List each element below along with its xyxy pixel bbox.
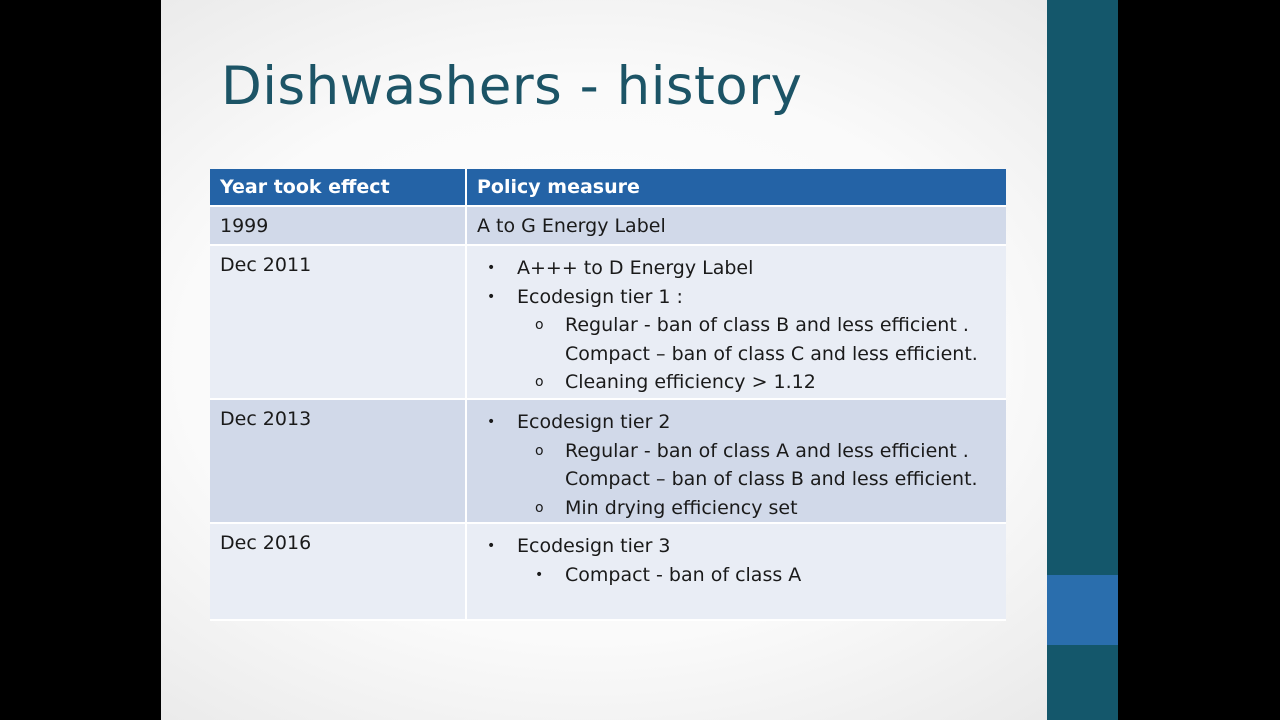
list-item-text: A+++ to D Energy Label (517, 257, 754, 279)
circle-bullet-marker: o (535, 442, 544, 459)
policy-table (210, 169, 1006, 621)
list-item-text: Compact - ban of class A (565, 563, 802, 586)
list-item-text: Min drying efficiency set (565, 496, 798, 519)
sub-list-item (477, 494, 1006, 523)
bullet-marker: • (487, 538, 496, 555)
policy-cell (466, 399, 1006, 523)
bullet-marker: • (487, 288, 496, 305)
list-item-text: Cleaning efficiency > 1.12 (565, 371, 816, 394)
policy-cell: A to G Energy Label (466, 206, 1006, 245)
policy-cell (466, 523, 1006, 620)
circle-bullet-marker: o (535, 317, 544, 334)
list-item (477, 532, 1006, 561)
slide (161, 0, 1118, 720)
table-row (210, 523, 1006, 620)
sub-list-item-continuation (477, 465, 1006, 494)
list-item-text: Regular - ban of class B and less efficient . (565, 314, 969, 337)
list-item (477, 283, 1006, 312)
list-item-text: Regular - ban of class A and less efficient . (565, 439, 969, 462)
slide-sidebar-accent (1047, 575, 1118, 645)
list-item-text: Ecodesign tier 2 (517, 411, 671, 433)
table-row (210, 399, 1006, 523)
sub-list-item (477, 368, 1006, 397)
list-item-text: Compact – ban of class C and less efficient. (565, 342, 978, 365)
policy-cell (466, 245, 1006, 399)
list-item-text: Compact – ban of class B and less efficient. (565, 468, 978, 491)
bullet-marker: • (487, 414, 496, 430)
list-item (477, 254, 1006, 283)
header-policy: Policy measure (466, 169, 1006, 206)
bullet-marker: • (535, 566, 544, 583)
sub-list-item (477, 311, 1006, 340)
table-row (210, 245, 1006, 399)
table-header-row (210, 169, 1006, 206)
bullet-marker: • (487, 260, 496, 276)
list-item-text: Ecodesign tier 1 : (517, 285, 683, 308)
year-cell: 1999 (210, 206, 466, 245)
sub-list-item (477, 437, 1006, 466)
circle-bullet-marker: o (535, 374, 544, 391)
year-cell: Dec 2011 (210, 245, 466, 399)
circle-bullet-marker: o (535, 499, 544, 516)
sub-list-item (477, 561, 1006, 590)
slide-title: Dishwashers - history (221, 56, 803, 117)
list-item-text: Ecodesign tier 3 (517, 535, 671, 558)
year-cell: Dec 2013 (210, 399, 466, 523)
table-row (210, 206, 1006, 245)
header-year: Year took effect (210, 169, 466, 206)
sub-list-item-continuation (477, 340, 1006, 369)
year-cell: Dec 2016 (210, 523, 466, 620)
list-item (477, 408, 1006, 437)
